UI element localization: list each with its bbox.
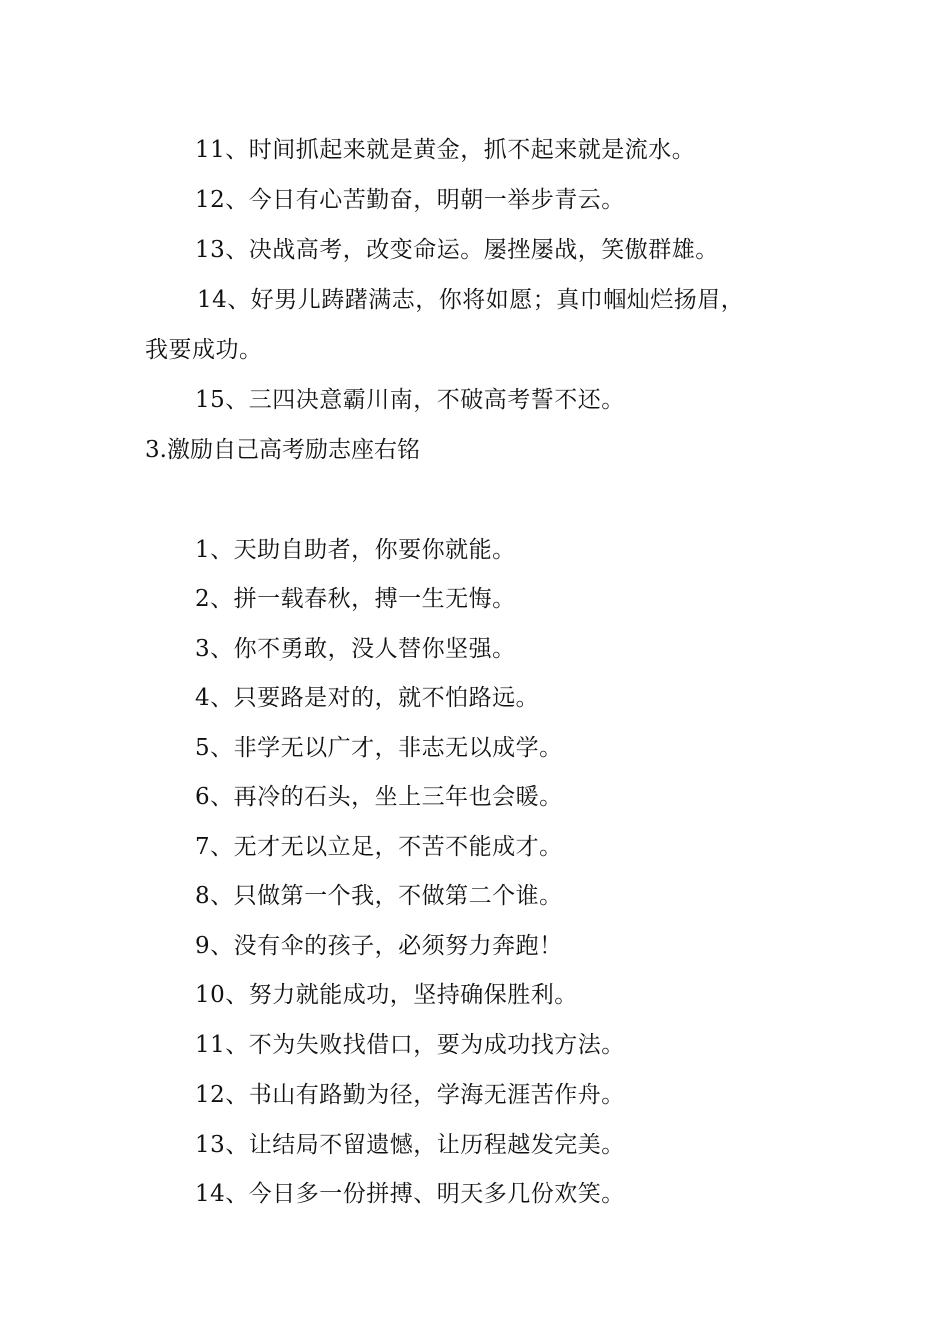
list-item: 12、今日有心苦勤奋，明朝一举步青云。 (195, 187, 625, 213)
list-item: 7、无才无以立足，不苦不能成才。 (195, 834, 563, 860)
list-item: 6、再冷的石头，坐上三年也会暖。 (195, 784, 563, 810)
list-item: 9、没有伞的孩子，必须努力奔跑！ (195, 933, 563, 959)
list-item: 2、拼一载春秋，搏一生无悔。 (195, 586, 516, 612)
list-item-continuation: 我要成功。 (145, 337, 263, 363)
list-item: 4、只要路是对的，就不怕路远。 (195, 685, 540, 711)
section-heading: 3.激励自己高考励志座右铭 (145, 437, 420, 463)
list-item: 11、时间抓起来就是黄金，抓不起来就是流水。 (195, 137, 696, 163)
list-item: 14、今日多一份拼搏、明天多几份欢笑。 (195, 1181, 625, 1207)
list-item: 15、三四决意霸川南，不破高考誓不还。 (195, 387, 625, 413)
list-item: 8、只做第一个我，不做第二个谁。 (195, 883, 563, 909)
list-item: 12、书山有路勤为径，学海无涯苦作舟。 (195, 1082, 625, 1108)
list-item: 14、好男儿踌躇满志，你将如愿；真巾帼灿烂扬眉， (197, 287, 745, 313)
list-item: 11、不为失败找借口，要为成功找方法。 (195, 1032, 625, 1058)
list-item: 10、努力就能成功，坚持确保胜利。 (195, 982, 578, 1008)
list-item: 13、决战高考，改变命运。屡挫屡战，笑傲群雄。 (195, 237, 719, 263)
list-item: 5、非学无以广才，非志无以成学。 (195, 735, 563, 761)
list-item: 13、让结局不留遗憾，让历程越发完美。 (195, 1132, 625, 1158)
list-item: 3、你不勇敢，没人替你坚强。 (195, 636, 516, 662)
list-item: 1、天助自助者，你要你就能。 (195, 537, 516, 563)
